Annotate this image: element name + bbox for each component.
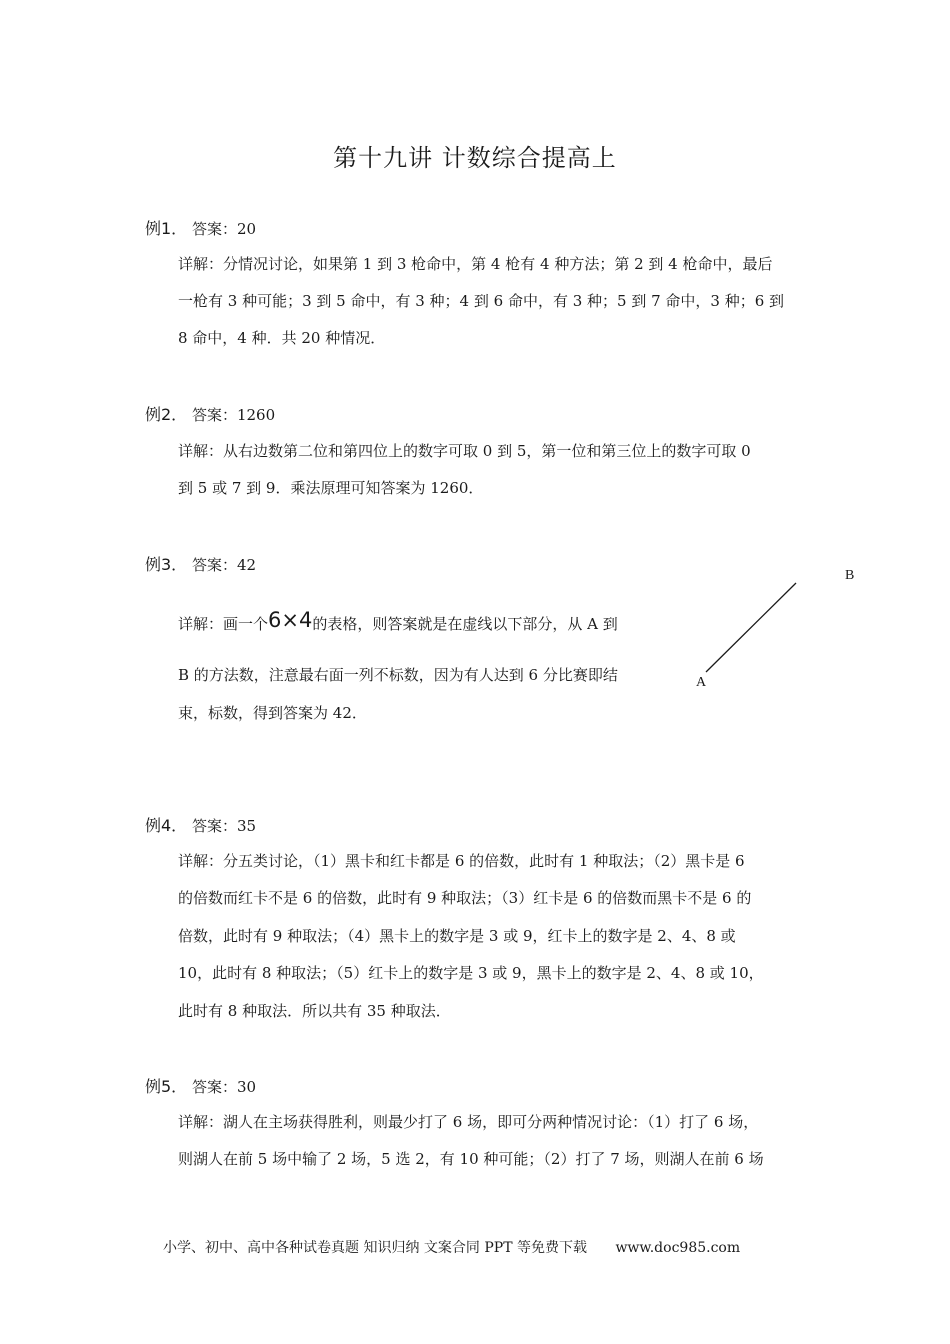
example-3-answer: 答案：42: [191, 556, 257, 574]
page-title: 第十九讲 计数综合提高上: [333, 144, 617, 172]
path-diagram-svg: [690, 565, 870, 695]
example-2-header: [145, 402, 275, 425]
example-4-header: [145, 813, 256, 836]
example-4-line-2: 的倍数而红卡不是 6 的倍数，此时有 9 种取法；（3）红卡是 6 的倍数而黑卡不是 6 的: [178, 889, 752, 907]
example-3-line-2: B 的方法数，注意最右面一列不标数，因为有人达到 6 分比赛即结: [178, 666, 618, 684]
example-4-label: 例4．: [145, 816, 188, 835]
example-5-label: 例5．: [145, 1077, 188, 1096]
footer-text: 小学、初中、高中各种试卷真题 知识归纳 文案合同 PPT 等免费下载: [163, 1240, 587, 1256]
example-1-answer: 答案：20: [191, 220, 257, 238]
example-1-line-2: 一枪有 3 种可能；3 到 5 命中，有 3 种；4 到 6 命中，有 3 种；5 到 7 命中，3 种；6 到: [178, 292, 785, 310]
example-1-line-3: 8 命中，4 种．共 20 种情况．: [178, 329, 386, 347]
example-2-label: 例2．: [145, 405, 188, 424]
grid-size-math: 6×4: [268, 608, 313, 632]
point-a-label: A: [696, 675, 707, 690]
example-4-line-3: 倍数，此时有 9 种取法；（4）黑卡上的数字是 3 或 9，红卡上的数字是 2、4、8 或: [178, 927, 736, 945]
diagonal-line: [706, 583, 796, 672]
example-1-line-1: 详解：分情况讨论，如果第 1 到 3 枪命中，第 4 枪有 4 种方法；第 2 到 4 枪命中，最后: [178, 255, 773, 273]
example-4-line-1: 详解：分五类讨论，（1）黑卡和红卡都是 6 的倍数，此时有 1 种取法；（2）黑卡是 6: [178, 852, 745, 870]
example-4-line-5: 此时有 8 种取法．所以共有 35 种取法．: [178, 1002, 451, 1020]
example-1-label: 例1．: [145, 219, 188, 238]
example-5-answer: 答案：30: [191, 1078, 257, 1096]
footer: [163, 1237, 740, 1257]
path-diagram: [690, 565, 870, 695]
example-3-line-1-post: 的表格，则答案就是在虚线以下部分，从 A 到: [312, 615, 618, 633]
example-5-line-2: 则湖人在前 5 场中输了 2 场，5 选 2，有 10 种可能；（2）打了 7 场，则湖人在前 6 场: [178, 1150, 764, 1168]
example-3-header: [145, 552, 256, 575]
example-5-line-1: 详解：湖人在主场获得胜利，则最少打了 6 场，即可分两种情况讨论：（1）打了 6 场，: [178, 1113, 759, 1131]
example-3-label: 例3．: [145, 555, 188, 574]
example-2-line-2: 到 5 或 7 到 9．乘法原理可知答案为 1260．: [178, 479, 484, 497]
point-b-label: B: [845, 568, 855, 583]
example-1-header: [145, 216, 256, 239]
example-3-line-1-pre: 详解：画一个: [178, 615, 269, 633]
example-4-answer: 答案：35: [191, 817, 257, 835]
example-4-line-4: 10，此时有 8 种取法；（5）红卡上的数字是 3 或 9，黑卡上的数字是 2、4、8 或 10，: [178, 964, 764, 982]
example-3-line-3: 束，标数，得到答案为 42．: [178, 704, 367, 722]
example-2-line-1: 详解：从右边数第二位和第四位上的数字可取 0 到 5，第一位和第三位上的数字可取 0: [178, 442, 751, 460]
example-2-answer: 答案：1260: [191, 406, 276, 424]
footer-url[interactable]: www.doc985.com: [615, 1240, 741, 1256]
example-3-line-1: [178, 608, 618, 634]
example-5-header: [145, 1074, 256, 1097]
